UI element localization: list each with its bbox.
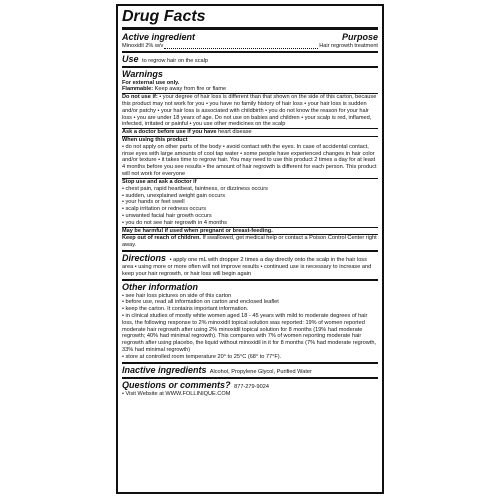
- list-item: • before use, read all information on carton and enclosed leaflet: [122, 299, 279, 306]
- when-using-warning: [122, 137, 378, 179]
- do-not-use-text: • your degree of hair loss is different than that shown on the side of this carton, because this product may not work for you • you have no family history of hair loss • your hair loss is sudden and/or patchy • your hair loss is associated with childbirth • you do not know the reason for your hair loss • you are under 18 years of age. Do not use on babies and children • your scalp is red, inflamed, infected, irritated or painful • you use other medicines on the scalp: [122, 94, 377, 128]
- warnings-heading: Warnings: [122, 68, 163, 79]
- ask-doctor-label: Ask a doctor before use if you have: [122, 129, 217, 136]
- leader-dots: [164, 48, 318, 49]
- flammable-label: Flammable:: [122, 86, 154, 93]
- use-heading: Use: [122, 53, 139, 64]
- drug-facts-title: Drug Facts: [122, 9, 378, 30]
- directions-section: [122, 252, 378, 281]
- keep-out-text: If swallowed, get medical help or contact a Poison Control Center right away.: [122, 235, 377, 249]
- list-item: • chest pain, rapid heartbeat, faintness, or dizziness occurs: [122, 185, 268, 192]
- do-not-use-warning: [122, 94, 378, 129]
- use-text: to regrow hair on the scalp: [142, 57, 208, 64]
- active-ingredient-heading: Active ingredient: [122, 31, 196, 42]
- ask-doctor-text: heart disease: [218, 129, 252, 136]
- questions-heading: Questions or comments?: [122, 379, 231, 390]
- list-item: • unwanted facial hair growth occurs: [122, 212, 212, 219]
- drug-facts-panel: [116, 4, 384, 494]
- stop-use-warning: [122, 179, 378, 228]
- list-item: • your hands or feet swell: [122, 199, 185, 206]
- list-item: • keep the carton. It contains important information.: [122, 306, 249, 313]
- website-text: • Visit Website at WWW.FOLLINIQUE.COM: [122, 390, 231, 397]
- when-using-label: When using this product: [122, 137, 188, 144]
- keep-out-label: Keep out of reach of children.: [122, 235, 201, 242]
- list-item: • sudden, unexplained weight gain occurs: [122, 192, 226, 199]
- active-ingredient-section: [122, 31, 378, 53]
- keep-out-warning: [122, 235, 378, 249]
- when-using-text: • do not apply on other parts of the body • avoid contact with the eyes. In case of accidental contact, rinse eyes with large amounts of cool tap water • some people have experienced changes in hair color and/or texture • it takes time to regrow hair. You may need to use this product 2 times a day for at least 4 months before you see results • the amount of hair regrowth is different for each person. This product will not work for everyone: [122, 143, 377, 178]
- ask-doctor-warning: [122, 129, 378, 137]
- inactive-ingredients-section: [122, 364, 378, 379]
- directions-text: • apply one mL with dropper 2 times a day directly onto the scalp in the hair loss area • using more or more often will not improve results • continued use is necessary to increase and keep your hair regrowth, or hair loss will begin again: [122, 257, 372, 277]
- inactive-ingredients-heading: Inactive ingredients: [122, 364, 207, 375]
- list-item: • store at controlled room temperature 20° to 25°C (68° to 77°F).: [122, 353, 282, 360]
- other-information-section: [122, 281, 378, 364]
- stop-use-label: Stop use and ask a doctor if: [122, 178, 197, 185]
- other-information-heading: Other information: [122, 281, 198, 292]
- list-item: • scalp irritation or redness occurs: [122, 206, 207, 213]
- purpose-heading: Purpose: [341, 31, 378, 42]
- pregnancy-warning: May be harmful if used when pregnant or breast-feeding.: [122, 228, 378, 236]
- directions-heading: Directions: [122, 253, 167, 264]
- external-use-warning: For external use only.: [122, 79, 180, 86]
- use-section: [122, 53, 378, 68]
- list-item: • you do not see hair regrowth in 4 months: [122, 219, 227, 226]
- list-item: • in clinical studies of mostly white women aged 18 - 45 years with mild to moderate degrees of hair loss, the following response to 2% minoxidil topical solution was reported: 19% of women reported moderate hair regrowth after using 2% minoxidil topical solution for 8 months (19% had moderate regrowth; 40% had minimal regrowth). This compares with 7% of women reporting moderate hair regrowth after using placebo, the liquid without minoxidil in it for 8 months (7% had moderate regrowth, 33% had minimal regrowth): [122, 313, 377, 354]
- flammable-warning: [122, 86, 378, 94]
- inactive-ingredients-text: Alcohol, Propylene Glycol, Purified Water: [209, 368, 312, 375]
- flammable-text: Keep away from fire or flame: [154, 86, 227, 93]
- questions-phone: 877-279-9024: [234, 383, 269, 390]
- list-item: • see hair loss pictures on side of this carton: [122, 292, 232, 299]
- warnings-section: [122, 68, 378, 252]
- questions-section: [122, 379, 378, 399]
- do-not-use-label: Do not use if:: [122, 94, 158, 101]
- purpose-value: Hair regrowth treatment: [319, 42, 378, 49]
- active-ingredient-value: Minoxidil 2% w/v: [122, 42, 164, 49]
